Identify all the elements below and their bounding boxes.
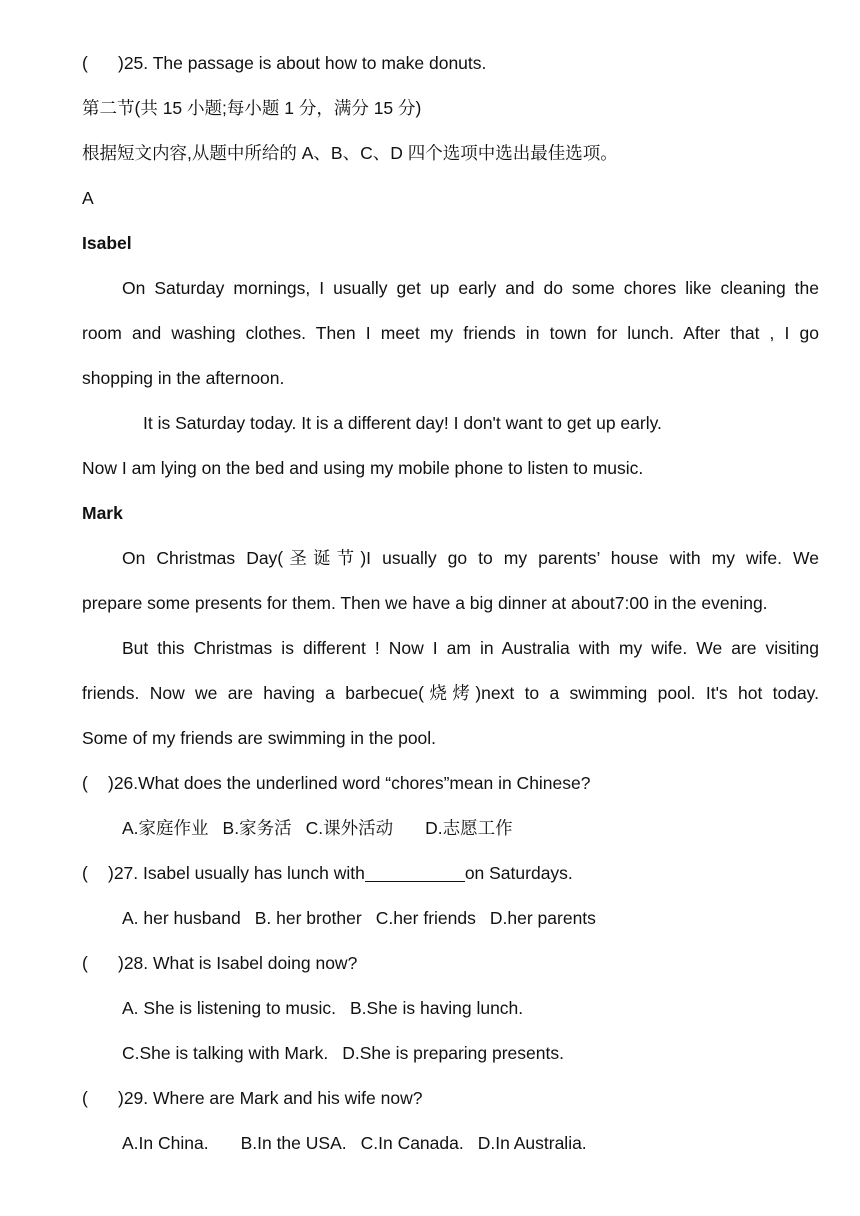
isabel-paragraph-1-line-1: On Saturday mornings, I usually get up early and do some chores like cleaning the — [122, 278, 819, 298]
answer-blank — [365, 867, 465, 882]
question-26-options — [82, 806, 819, 851]
option-a: A. She is listening to music. — [122, 998, 336, 1018]
question-25 — [82, 41, 819, 86]
option-d: D.her parents — [489, 908, 596, 928]
option-c: C.In Canada. — [360, 1133, 464, 1153]
option-b: B.家务活 — [222, 818, 292, 838]
mark-paragraph-2-line-3: Some of my friends are swimming in the pool. — [82, 728, 437, 748]
option-a: A.In China. — [122, 1133, 209, 1153]
question-26 — [82, 761, 819, 806]
option-c: C.She is talking with Mark. — [122, 1043, 329, 1063]
option-c: C.her friends — [375, 908, 476, 928]
question-text: )25. The passage is about how to make donuts. — [118, 53, 487, 73]
option-b: B.In the USA. — [240, 1133, 347, 1153]
question-text: )26.What does the underlined word “chores”mean in Chinese? — [108, 773, 591, 793]
isabel-paragraph-1-line-3: shopping in the afternoon. — [82, 368, 285, 388]
question-28-options-row-2 — [82, 1031, 819, 1076]
answer-paren: ( — [82, 53, 88, 73]
mark-paragraph-2-line-2: friends. Now we are having a barbecue(烧烤)next to a swimming pool. It's hot today. — [82, 683, 819, 703]
question-28-options-row-1 — [82, 986, 819, 1031]
mark-heading: Mark — [82, 503, 123, 523]
mark-paragraph-2-line-1: But this Christmas is different ! Now I am in Australia with my wife. We are visiting — [122, 638, 819, 658]
question-28 — [82, 941, 819, 986]
option-a: A. her husband — [122, 908, 241, 928]
question-text: )28. What is Isabel doing now? — [118, 953, 358, 973]
option-a: A.家庭作业 — [122, 818, 209, 838]
option-b: B.She is having lunch. — [349, 998, 524, 1018]
option-b: B. her brother — [254, 908, 362, 928]
mark-paragraph-1-line-2: prepare some presents for them. Then we have a big dinner at about7:00 in the evening. — [82, 593, 768, 613]
option-d: D.志愿工作 — [425, 818, 513, 838]
isabel-heading: Isabel — [82, 233, 132, 253]
question-27 — [82, 851, 819, 896]
answer-paren: ( — [82, 863, 88, 883]
worksheet-page — [82, 41, 819, 1166]
option-d: D.She is preparing presents. — [342, 1043, 564, 1063]
isabel-paragraph-1-line-2: room and washing clothes. Then I meet my friends in town for lunch. After that , I go — [82, 323, 819, 343]
question-29 — [82, 1076, 819, 1121]
question-27-options — [82, 896, 819, 941]
passage-label: A — [82, 188, 94, 208]
question-text-after: on Saturdays. — [464, 863, 573, 883]
answer-paren: ( — [82, 953, 88, 973]
question-29-options — [82, 1121, 819, 1166]
isabel-paragraph-2-line-2: Now I am lying on the bed and using my mobile phone to listen to music. — [82, 458, 644, 478]
answer-paren: ( — [82, 773, 88, 793]
instructions: 根据短文内容,从题中所给的 A、B、C、D 四个选项中选出最佳选项。 — [82, 143, 618, 163]
section-header: 第二节(共 15 小题;每小题 1 分，满分 15 分) — [82, 98, 422, 118]
option-c: C.课外活动 — [305, 818, 394, 838]
isabel-paragraph-2-line-1: It is Saturday today. It is a different day! I don't want to get up early. — [143, 413, 662, 433]
question-text: )29. Where are Mark and his wife now? — [118, 1088, 423, 1108]
option-d: D.In Australia. — [477, 1133, 587, 1153]
mark-paragraph-1-line-1: On Christmas Day(圣诞节)I usually go to my parents’ house with my wife. We — [122, 548, 819, 568]
question-text: )27. Isabel usually has lunch with — [108, 863, 365, 883]
answer-paren: ( — [82, 1088, 88, 1108]
